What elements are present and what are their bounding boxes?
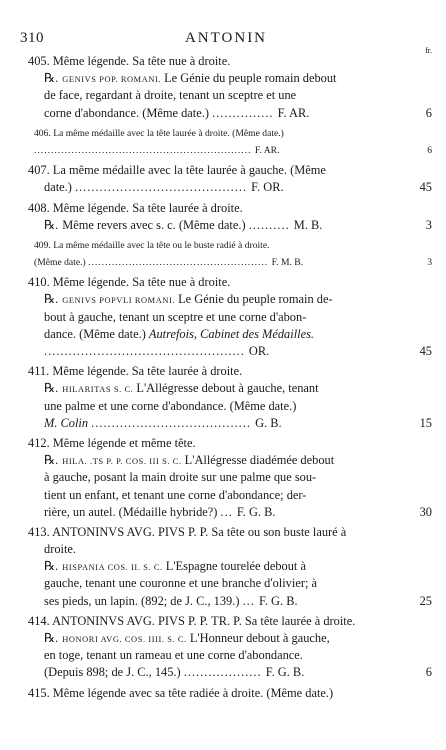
metal-grade: OR. — [248, 344, 270, 358]
metal-grade: F. G. B. — [265, 665, 305, 680]
entry-line — [0, 162, 446, 179]
entry-text — [44, 452, 436, 470]
entry-text — [44, 70, 436, 88]
entry-line — [0, 575, 446, 592]
entry-text — [44, 309, 436, 326]
entry-text — [44, 504, 412, 521]
description-text: 414. ANTONINVS AVG. PIVS P. P. TR. P. Sa tête laurée à droite. — [28, 613, 356, 628]
entry-text — [44, 575, 436, 592]
entry-text — [34, 237, 436, 254]
metal-grade: F. G. B. — [258, 593, 298, 608]
entry-text — [44, 487, 436, 504]
entry-text — [44, 664, 412, 681]
dot-leader: ................................................. — [44, 344, 249, 358]
entry-line — [0, 291, 446, 308]
dot-leader: ..................................................... — [88, 257, 272, 269]
legend-text: GENIVS POPVLI ROMANI. — [62, 296, 176, 306]
provenance-text: M. Colin — [44, 415, 92, 430]
price-value: 25 — [419, 593, 432, 608]
description-text: 413. ANTONINVS AVG. PIVS P. P. Sa tête ou son buste lauré à — [28, 524, 347, 539]
entry-text — [44, 380, 436, 398]
entry-text — [28, 200, 436, 217]
entry-text — [34, 125, 436, 142]
page-header — [20, 30, 432, 55]
description-text: L'Allégresse debout à gauche, tenant — [136, 381, 319, 396]
page-number: 310 — [20, 30, 44, 46]
entry-text — [44, 105, 412, 122]
description-text: 411. Même légende. Sa tête laurée à droite. — [28, 364, 243, 379]
description-text: corne d'abondance. (Même date.) — [44, 105, 213, 120]
fr-column-label: fr. — [425, 46, 432, 55]
entry-text — [44, 647, 436, 664]
dot-leader: ................... — [183, 665, 266, 680]
metal-grade: G. B. — [255, 415, 282, 430]
description-text: de face, regardant à droite, tenant un sceptre et une — [44, 88, 297, 103]
entry-line — [0, 87, 446, 104]
entry-line — [0, 452, 446, 469]
price-value: 45 — [419, 180, 432, 195]
entry-line — [0, 469, 446, 486]
entry-line — [0, 524, 446, 541]
price-value: 6 — [425, 665, 432, 680]
entry-line — [0, 125, 446, 142]
entry-text — [44, 179, 412, 196]
price-value: 3 — [427, 257, 432, 269]
entry-text — [28, 435, 436, 452]
price-value: 6 — [427, 144, 432, 156]
description-text: Le Génie du peuple romain debout — [164, 71, 337, 86]
entry-line — [0, 613, 446, 630]
dot-leader: ... — [220, 504, 237, 519]
entry-line — [0, 435, 446, 452]
description-text: 406. La même médaille avec la tête laurée à droite. (Même date.) — [34, 127, 284, 139]
description-text: à gauche, posant la main droite sur une palme que sou- — [44, 470, 317, 485]
description-text: L'Allégresse diadémée debout — [184, 453, 335, 468]
entry-line — [0, 105, 446, 122]
entry-line — [0, 326, 446, 343]
metal-grade: F. AR. — [277, 105, 310, 120]
legend-text: HILA. .TS P. P. COS. III S. C. — [62, 457, 182, 467]
description-text: droite. — [44, 542, 76, 557]
metal-grade: F. AR. — [254, 144, 280, 156]
description-text: 405. Même légende. Sa tête nue à droite. — [28, 54, 231, 68]
entry-line — [0, 70, 446, 87]
entry-line — [0, 343, 446, 360]
entry-text — [44, 558, 436, 576]
entry-text — [44, 630, 436, 648]
entry-text — [44, 415, 412, 432]
description-text: bout à gauche, tenant un sceptre et une corne d'abon- — [44, 309, 307, 324]
entry-text — [28, 524, 436, 541]
description-text: 408. Même légende. Sa tête laurée à droite. — [28, 200, 243, 215]
price-value: 3 — [425, 217, 432, 232]
entry-line — [0, 647, 446, 664]
entry-line — [0, 254, 446, 271]
entry-text — [44, 469, 436, 486]
provenance-text: Autrefois, Cabinet des Médailles. — [148, 326, 314, 341]
price-value: 30 — [419, 504, 432, 519]
description-text: 407. La même médaille avec la tête laurée à gauche. (Même — [28, 163, 326, 178]
description-text: (Depuis 898; de J. C., 145.) — [44, 665, 184, 680]
description-text: date.) — [44, 180, 75, 195]
entry-line — [0, 541, 446, 558]
entry-line — [0, 593, 446, 610]
reverse-symbol: ℞. — [44, 559, 59, 574]
description-text: une palme et une corne d'abondance. (Même date.) — [44, 398, 297, 413]
entry-line — [0, 558, 446, 575]
price-value: 6 — [425, 105, 432, 120]
entry-line — [0, 685, 446, 702]
entry-line — [0, 274, 446, 291]
entry-text — [44, 541, 436, 558]
entry-line — [0, 363, 446, 380]
entry-text — [44, 343, 412, 360]
entry-text — [28, 53, 436, 70]
entry-text — [28, 685, 436, 702]
price-value: 15 — [419, 415, 432, 430]
entry-line — [0, 142, 446, 159]
metal-grade: F. OR. — [251, 180, 284, 195]
entry-line — [0, 53, 446, 70]
entry-text — [44, 217, 412, 234]
description-text: L'Honneur debout à gauche, — [189, 631, 330, 645]
entry-text — [28, 613, 436, 630]
legend-text: HILARITAS S. C. — [62, 385, 134, 395]
reverse-symbol: ℞. — [44, 381, 59, 396]
entry-line — [0, 630, 446, 647]
description-text: en toge, tenant un rameau et une corne d'abondance. — [44, 648, 303, 663]
entry-text — [44, 398, 436, 415]
legend-text: HISPANIA COS. II. S. C. — [62, 563, 163, 573]
catalogue-entries — [0, 53, 446, 702]
reverse-symbol: ℞. — [44, 71, 59, 86]
description-text: 412. Même légende et même tête. — [28, 435, 196, 450]
description-text: L'Espagne tourelée debout à — [165, 559, 306, 574]
entry-text — [44, 87, 436, 104]
description-text: 415. Même légende avec sa tête radiée à droite. (Même date.) — [28, 685, 334, 700]
description-text: (Même date.) — [34, 257, 89, 269]
entry-line — [0, 309, 446, 326]
description-text: 409. La même médaille avec la tête ou le buste radié à droite. — [34, 239, 270, 251]
description-text: Le Génie du peuple romain de- — [178, 292, 333, 307]
dot-leader: .......... — [248, 217, 294, 232]
price-value: 45 — [419, 344, 432, 358]
entry-line — [0, 380, 446, 397]
entry-text — [34, 142, 412, 159]
dot-leader: ... — [242, 593, 259, 608]
legend-text: HONORI AVG. COS. IIII. S. C. — [62, 635, 187, 644]
reverse-symbol: ℞. — [44, 217, 59, 232]
entry-line — [0, 664, 446, 681]
entry-line — [0, 200, 446, 217]
entry-line — [0, 487, 446, 504]
entry-text — [28, 274, 436, 291]
entry-line — [0, 398, 446, 415]
description-text: ses pieds, un lapin. (892; de J. C., 139.) — [44, 593, 243, 608]
description-text: Même revers avec s. c. (Même date.) — [62, 217, 249, 232]
entry-line — [0, 237, 446, 254]
description-text: rière, un autel. (Médaille hybride?) — [44, 504, 221, 519]
entry-text — [44, 326, 436, 343]
reverse-symbol: ℞. — [44, 292, 59, 307]
dot-leader: ................................................................ — [34, 144, 255, 156]
legend-text: GENIVS POP. ROMANI. — [62, 75, 162, 85]
entry-line — [0, 179, 446, 196]
entry-line — [0, 504, 446, 521]
metal-grade: F. M. B. — [271, 257, 304, 269]
dot-leader: ............... — [212, 105, 278, 120]
entry-line — [0, 415, 446, 432]
entry-text — [34, 254, 412, 271]
metal-grade: F. G. B. — [236, 504, 276, 519]
reverse-symbol: ℞. — [44, 453, 59, 468]
entry-text — [28, 363, 436, 380]
entry-text — [44, 291, 436, 309]
page-title: ANTONIN — [184, 30, 268, 46]
dot-leader: ....................................... — [91, 415, 256, 430]
reverse-symbol: ℞. — [44, 631, 59, 645]
description-text: gauche, tenant une couronne et une branche d'olivier; à — [44, 576, 317, 591]
entry-line — [0, 217, 446, 234]
description-text: dance. (Même date.) — [44, 326, 149, 341]
description-text: 410. Même légende. Sa tête nue à droite. — [28, 275, 231, 290]
description-text: tient un enfant, et tenant une corne d'abondance; der- — [44, 487, 307, 502]
metal-grade: M. B. — [293, 217, 323, 232]
entry-text — [28, 162, 436, 179]
entry-text — [44, 593, 412, 610]
dot-leader: .......................................... — [74, 180, 252, 195]
